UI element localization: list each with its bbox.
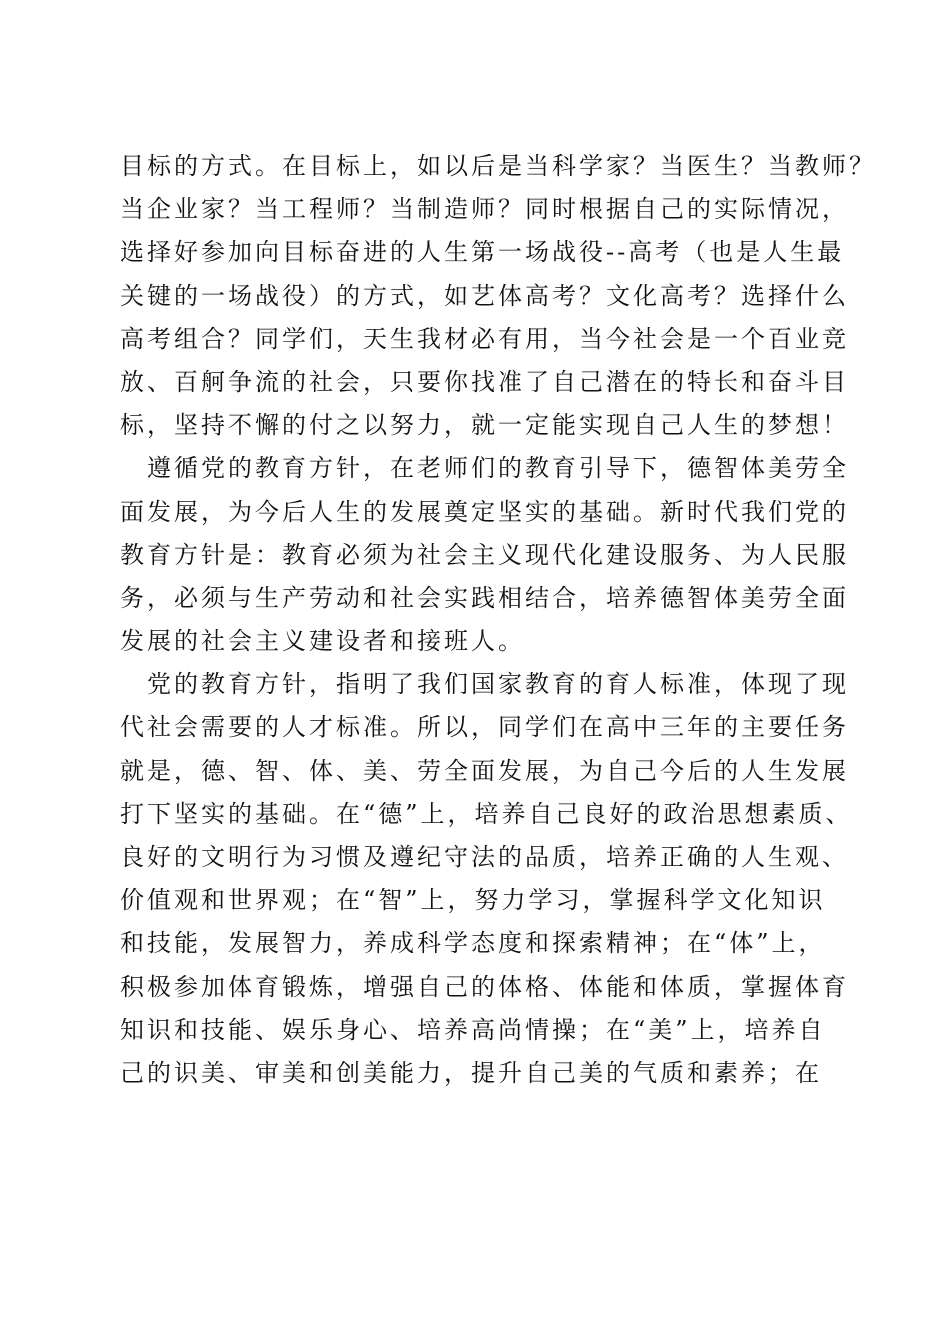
- text-line-16: 打下坚实的基础。在“德”上，培养自己良好的政治思想素质、: [120, 799, 853, 828]
- text-line-22: 己的识美、审美和创美能力，提升自己美的气质和素养；在: [120, 1058, 822, 1087]
- text-line-8: 遵循党的教育方针，在老师们的教育引导下，德智体美劳全: [120, 454, 849, 483]
- text-line-17: 良好的文明行为习惯及遵纪守法的品质，培养正确的人生观、: [120, 843, 849, 871]
- text-line-4: 关键的一场战役）的方式，如艺体高考？文化高考？选择什么: [120, 281, 849, 310]
- text-line-7: 标，坚持不懈的付之以努力，就一定能实现自己人生的梦想！: [120, 411, 849, 440]
- text-line-9: 面发展，为今后人生的发展奠定坚实的基础。新时代我们党的: [120, 497, 849, 526]
- text-line-11: 务，必须与生产劳动和社会实践相结合，培养德智体美劳全面: [120, 583, 849, 612]
- text-line-20: 积极参加体育锻炼，增强自己的体格、体能和体质，掌握体育: [120, 972, 849, 1001]
- text-line-10: 教育方针是：教育必须为社会主义现代化建设服务、为人民服: [120, 540, 849, 569]
- text-line-18: 价值观和世界观；在“智”上，努力学习，掌握科学文化知识: [120, 886, 826, 915]
- text-line-3: 选择好参加向目标奋进的人生第一场战役--高考（也是人生最: [120, 238, 845, 267]
- text-line-14: 代社会需要的人才标准。所以，同学们在高中三年的主要任务: [120, 713, 849, 742]
- text-line-21: 知识和技能、娱乐身心、培养高尚情操；在“美”上，培养自: [120, 1015, 826, 1044]
- body-text: [120, 145, 876, 1095]
- text-line-12: 发展的社会主义建设者和接班人。: [120, 627, 525, 656]
- text-line-2: 当企业家？当工程师？当制造师？同时根据自己的实际情况，: [120, 195, 849, 224]
- text-line-6: 放、百舸争流的社会，只要你找准了自己潜在的特长和奋斗目: [120, 367, 849, 396]
- text-line-1: 目标的方式。在目标上，如以后是当科学家？当医生？当教师？: [120, 152, 876, 180]
- text-line-13: 党的教育方针，指明了我们国家教育的育人标准，体现了现: [120, 670, 849, 699]
- text-line-19: 和技能，发展智力，养成科学态度和探索精神；在“体”上，: [120, 929, 826, 958]
- text-line-5: 高考组合？同学们，天生我材必有用，当今社会是一个百业竞: [120, 324, 849, 353]
- text-line-15: 就是，德、智、体、美、劳全面发展，为自己今后的人生发展: [120, 756, 849, 785]
